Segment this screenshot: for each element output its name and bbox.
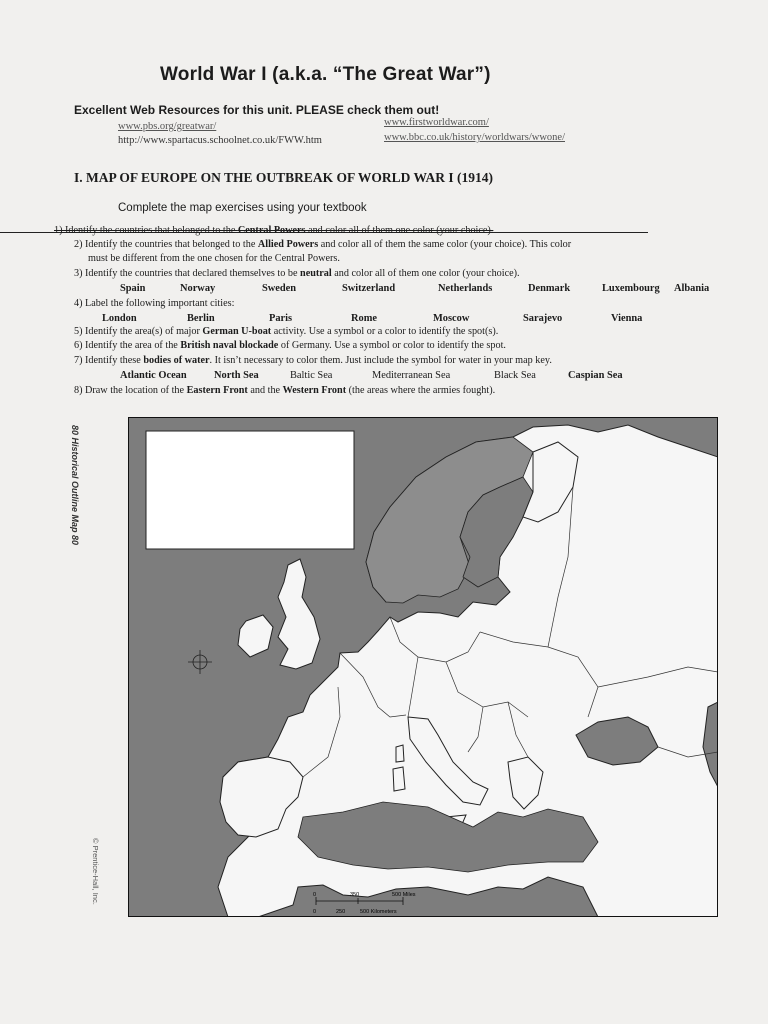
resource-link-pbs[interactable]: www.pbs.org/greatwar/: [118, 121, 217, 132]
item-2-continued: must be different from the one chosen for the Central Powers.: [88, 253, 340, 264]
water-body: North Sea: [214, 370, 259, 381]
scale-miles-350: 350: [350, 892, 360, 898]
resources-heading: Excellent Web Resources for this unit. PLEASE check them out!: [74, 103, 440, 117]
scale-km-0: 0: [313, 909, 317, 915]
city-list: [102, 313, 642, 324]
water-body: Atlantic Ocean: [120, 370, 187, 381]
resource-link-firstworldwar[interactable]: www.firstworldwar.com/: [384, 117, 489, 128]
city: Rome: [351, 313, 377, 324]
section-heading: I. MAP OF EUROPE ON THE OUTBREAK OF WORLD WAR I (1914): [74, 170, 494, 185]
water-body: Baltic Sea: [290, 370, 333, 381]
item-6: 6) Identify the area of the British naval blockade of Germany. Use a symbol or color to identify the spot.: [74, 340, 506, 351]
neutral-country: Luxembourg: [602, 283, 660, 294]
city: Paris: [269, 313, 293, 324]
scale-km-250: 250: [336, 909, 346, 915]
neutral-country: Norway: [180, 283, 216, 294]
scale-km-500: 500 Kilometers: [360, 909, 397, 915]
city: Vienna: [611, 313, 643, 324]
neutral-country: Denmark: [528, 283, 571, 294]
item-2: 2) Identify the countries that belonged to the Allied Powers and color all of them the same color (your choice). This color: [74, 239, 572, 250]
water-body: Black Sea: [494, 370, 536, 381]
page-title: World War I (a.k.a. “The Great War”): [160, 64, 491, 85]
item-4: 4) Label the following important cities:: [74, 298, 235, 309]
water-body-list: [120, 370, 623, 381]
item-7: 7) Identify these bodies of water. It isn’t necessary to color them. Just include the symbol for water in your map key.: [74, 355, 552, 366]
city: Sarajevo: [523, 313, 563, 324]
item-1: 1) Identify the countries that belonged to the Central Powers and color all of them one color (your choice).: [54, 225, 494, 236]
resource-link-spartacus[interactable]: http://www.spartacus.schoolnet.co.uk/FWW.htm: [118, 135, 322, 146]
neutral-country: Albania: [674, 283, 710, 294]
neutral-country: Switzerland: [342, 283, 396, 294]
neutral-country-list: [120, 283, 709, 294]
water-body: Mediterranean Sea: [372, 370, 451, 381]
city: Berlin: [187, 313, 215, 324]
water-body: Caspian Sea: [568, 370, 623, 381]
europe-outline-map[interactable]: [128, 417, 718, 917]
item-8: 8) Draw the location of the Eastern Front and the Western Front (the areas where the armies fought).: [74, 385, 496, 396]
scale-miles-0: 0: [313, 892, 317, 898]
item-5: 5) Identify the area(s) of major German U-boat activity. Use a symbol or a color to identify the spot(s).: [74, 326, 499, 337]
city: London: [102, 313, 137, 324]
item-3: 3) Identify the countries that declared themselves to be neutral and color all of them one color (your choice).: [74, 268, 520, 279]
resource-link-bbc[interactable]: www.bbc.co.uk/history/worldwars/wwone/: [384, 132, 565, 143]
neutral-country: Spain: [120, 283, 146, 294]
scale-miles-500: 500 Miles: [392, 892, 416, 898]
neutral-country: Sweden: [262, 283, 297, 294]
city: Moscow: [433, 313, 470, 324]
map-side-label: 80 Historical Outline Map 80: [70, 425, 80, 546]
neutral-country: Netherlands: [438, 283, 493, 294]
copyright-note: © Prentice-Hall, Inc.: [91, 838, 100, 905]
instructions: Complete the map exercises using your textbook: [118, 202, 367, 214]
